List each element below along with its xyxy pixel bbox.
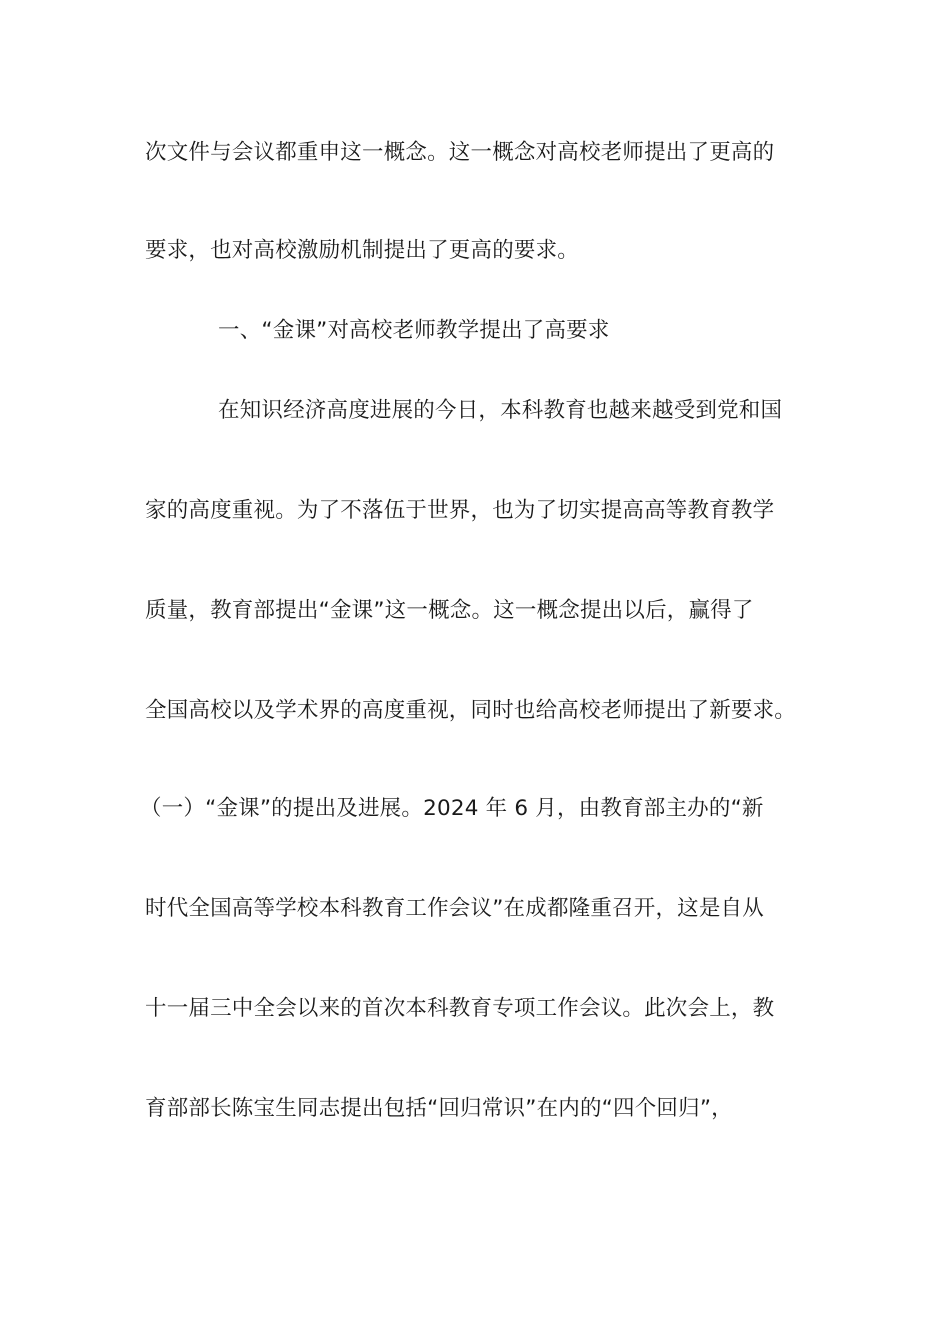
paragraph-line: 质量，教育部提出“金课”这一概念。这一概念提出以后，赢得了	[145, 598, 754, 623]
paragraph-line: 要求，也对高校激励机制提出了更高的要求。	[145, 238, 580, 263]
paragraph-line: 家的高度重视。为了不落伍于世界，也为了切实提高高等教育教学	[145, 498, 775, 523]
subsection-line: （一）“金课”的提出及进展。2024 年 6 月，由教育部主办的“新	[140, 796, 764, 821]
paragraph-line: 次文件与会议都重申这一概念。这一概念对高校老师提出了更高的	[145, 140, 775, 165]
paragraph-line: 在知识经济高度进展的今日，本科教育也越来越受到党和国	[218, 398, 783, 423]
section-heading: 一、“金课”对高校老师教学提出了高要求	[218, 318, 610, 343]
paragraph-line: 全国高校以及学术界的高度重视，同时也给高校老师提出了新要求。	[145, 698, 797, 723]
paragraph-line: 时代全国高等学校本科教育工作会议”在成都隆重召开，这是自从	[145, 896, 764, 921]
paragraph-line: 十一届三中全会以来的首次本科教育专项工作会议。此次会上，教	[145, 996, 775, 1021]
paragraph-line: 育部部长陈宝生同志提出包括“回归常识”在内的“四个回归”，	[145, 1096, 733, 1121]
